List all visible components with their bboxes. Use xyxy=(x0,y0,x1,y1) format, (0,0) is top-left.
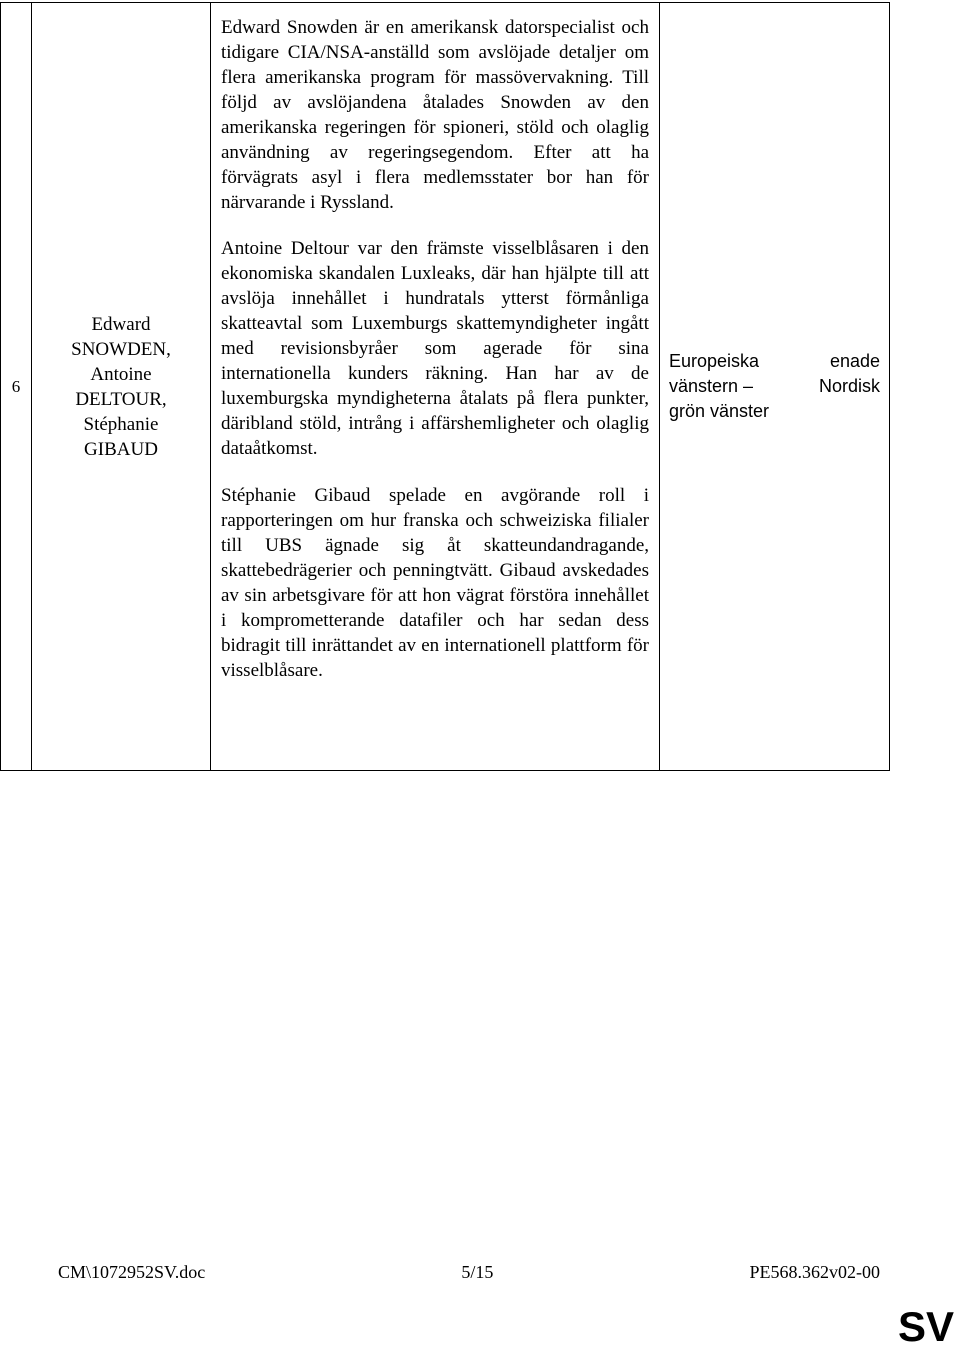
paragraph-snowden: Edward Snowden är en amerikansk datorspecialist och tidigare CIA/NSA-anställd som avslöjade detaljer om flera amerikanska program för massövervakning. Till följd av avslöjandena åtalades Snowden av den amerikanska regeringen för spioneri, stöld och olaglig användning av regeringsegendom. Efter att ha förvägrats asyl i flera medlemsstater bor han för närvarande i Ryssland. xyxy=(221,17,649,213)
nominee-names xyxy=(32,3,211,771)
group-word: grön vänster xyxy=(669,401,770,421)
language-code: SV xyxy=(897,1303,954,1350)
group-word: enade xyxy=(829,351,880,371)
name-line: DELTOUR, xyxy=(75,388,167,410)
name-line: Edward xyxy=(91,313,151,335)
nominee-description xyxy=(211,3,660,771)
page-footer xyxy=(58,1262,880,1283)
name-line: GIBAUD xyxy=(84,438,158,460)
group-word: Nordisk xyxy=(818,376,880,396)
nominee-table xyxy=(0,2,890,771)
name-line: SNOWDEN, xyxy=(71,338,171,360)
page-number: 5/15 xyxy=(461,1262,494,1282)
group-word: Europeiska xyxy=(669,351,760,371)
paragraph-gibaud: Stéphanie Gibaud spelade en avgörande roll i rapporteringen om hur franska och schweiziska filialer till UBS ägnade sig åt skatteundandragande, skattebedrägerier och penningtvätt. Gibaud avskedades av sin arbetsgivare för att hon vägrat förstöra innehållet i komprometterande datafiler och har sedan dess bidragit till inrättandet av en internationell plattform för visselblåsare. xyxy=(221,485,649,681)
group-word: vänstern – xyxy=(669,376,754,396)
table-row xyxy=(1,3,890,771)
pe-reference: PE568.362v02-00 xyxy=(749,1262,880,1282)
paragraph-deltour: Antoine Deltour var den främste visselblåsaren i den ekonomiska skandalen Luxleaks, där han hjälpte till att avslöja innehållet i hundratals ytterst förmånliga skatteavtal som Luxemburgs skattemyndigheter ingått med revisionsbyråer som agerade för sina internationella kunders räkning. Han har av de luxemburgska myndigheterna åtalats på flera punkter, däribland stöld, intrång i affärshemligheter och olaglig dataåtkomst. xyxy=(221,238,649,459)
document-reference: CM\1072952SV.doc xyxy=(58,1262,206,1282)
row-number: 6 xyxy=(1,3,32,771)
political-group xyxy=(660,3,890,771)
name-line: Stéphanie xyxy=(83,413,159,435)
group-text xyxy=(660,349,889,424)
name-line: Antoine xyxy=(90,363,152,385)
